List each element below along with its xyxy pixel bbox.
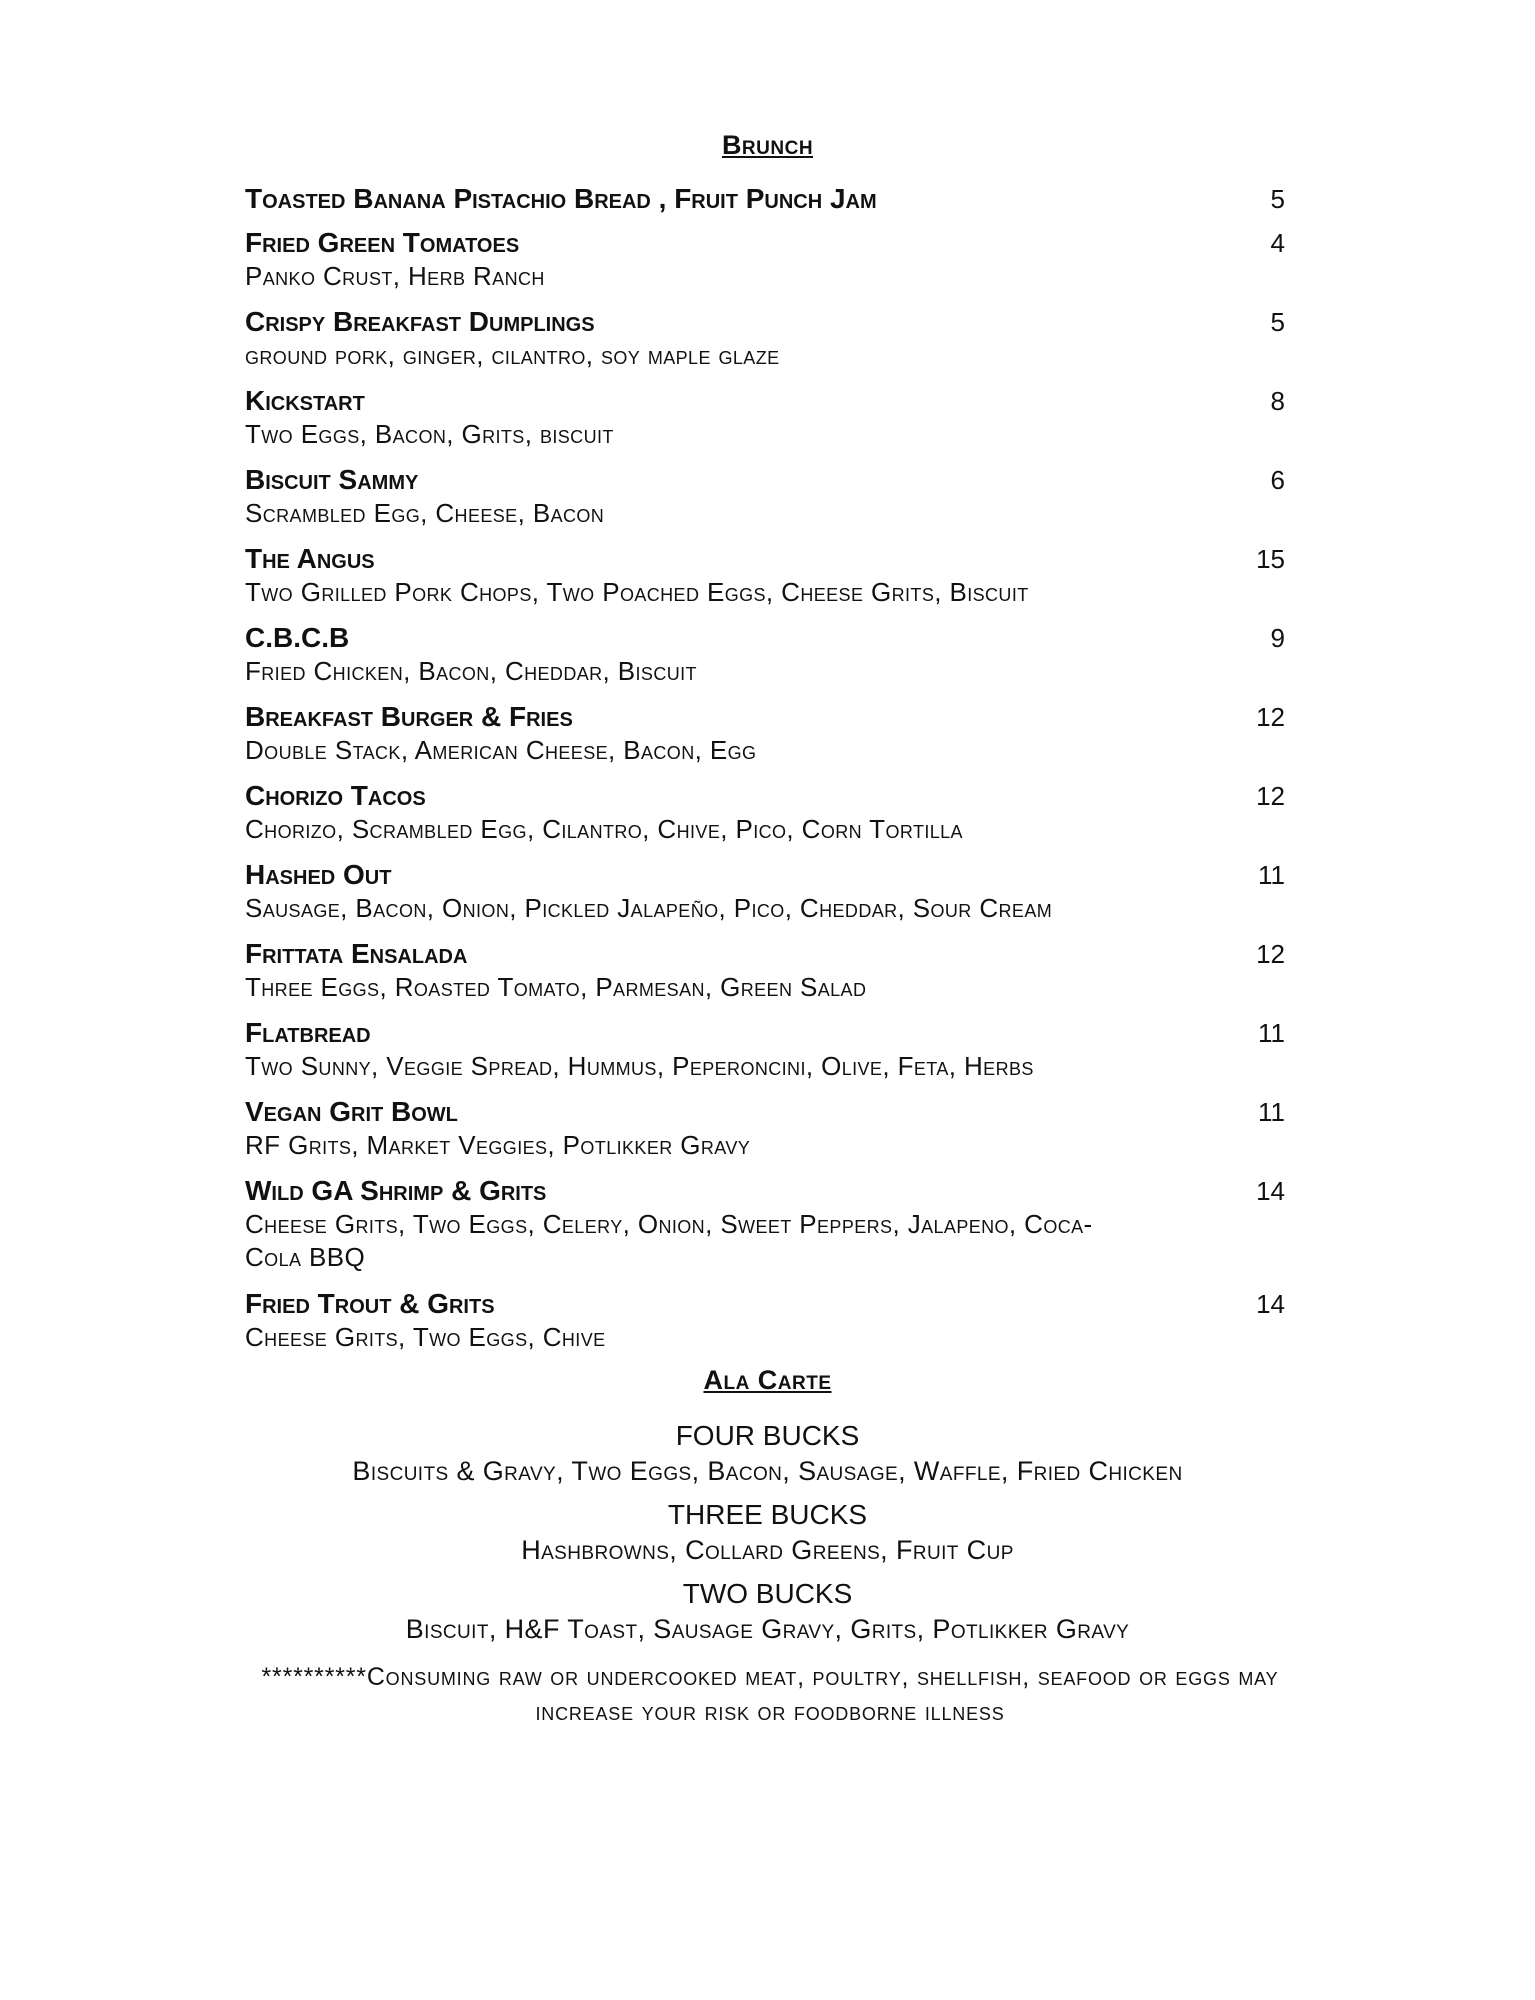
tier-title: THREE BUCKS xyxy=(667,1499,868,1530)
alacarte-heading: Ala Carte xyxy=(703,1365,832,1395)
item-price: 11 xyxy=(1258,1097,1285,1127)
menu-item xyxy=(245,305,1295,384)
item-description: Cheese Grits, Two Eggs, Celery, Onion, Sweet Peppers, Jalapeno, Coca-Cola BBQ xyxy=(245,1209,1093,1272)
menu-item xyxy=(245,1016,1295,1095)
menu-item xyxy=(245,1287,1295,1366)
menu-item xyxy=(245,1174,1295,1287)
item-price: 12 xyxy=(1256,939,1285,969)
item-description: Chorizo, Scrambled Egg, Cilantro, Chive, Pico, Corn Tortilla xyxy=(245,814,963,844)
menu-item xyxy=(245,621,1295,700)
item-name: Fried Trout & Grits xyxy=(245,1288,495,1319)
item-price: 6 xyxy=(1270,465,1285,495)
brunch-heading: Brunch xyxy=(721,130,814,160)
item-name: Frittata Ensalada xyxy=(245,938,468,969)
food-safety-warning: **********Consuming raw or undercooked meat, poultry, shellfish, seafood or eggs may increase your risk or foodborne illness xyxy=(261,1663,1279,1726)
item-price: 12 xyxy=(1256,702,1285,732)
item-name: The Angus xyxy=(245,543,375,574)
menu-item xyxy=(245,182,1295,226)
item-price: 14 xyxy=(1256,1176,1285,1206)
item-description: Scrambled Egg, Cheese, Bacon xyxy=(245,498,605,528)
menu-item xyxy=(245,1095,1295,1174)
menu-item xyxy=(245,463,1295,542)
item-price: 5 xyxy=(1270,307,1285,337)
item-name: Kickstart xyxy=(245,385,365,416)
tier-items: Hashbrowns, Collard Greens, Fruit Cup xyxy=(521,1535,1014,1565)
item-name: Crispy Breakfast Dumplings xyxy=(245,306,595,337)
item-price: 12 xyxy=(1256,781,1285,811)
menu-item xyxy=(245,937,1295,1016)
item-price: 11 xyxy=(1258,860,1285,890)
item-description: Fried Chicken, Bacon, Cheddar, Biscuit xyxy=(245,656,697,686)
item-name: Breakfast Burger & Fries xyxy=(245,701,573,732)
tier-items: Biscuit, H&F Toast, Sausage Gravy, Grits, Potlikker Gravy xyxy=(405,1614,1130,1644)
menu-item xyxy=(245,858,1295,937)
alacarte-section xyxy=(0,1418,1535,1655)
item-price: 15 xyxy=(1256,544,1285,574)
item-price: 5 xyxy=(1270,184,1285,214)
item-name: Fried Green Tomatoes xyxy=(245,227,520,258)
item-name: Flatbread xyxy=(245,1017,371,1048)
item-description: Double Stack, American Cheese, Bacon, Egg xyxy=(245,735,757,765)
item-description: Panko Crust, Herb Ranch xyxy=(245,261,545,291)
item-description: Two Eggs, Bacon, Grits, biscuit xyxy=(245,419,614,449)
tier-title: FOUR BUCKS xyxy=(675,1420,860,1451)
item-price: 9 xyxy=(1270,623,1285,653)
item-name: Biscuit Sammy xyxy=(245,464,419,495)
item-description: Cheese Grits, Two Eggs, Chive xyxy=(245,1322,606,1352)
item-description: Two Grilled Pork Chops, Two Poached Eggs, Cheese Grits, Biscuit xyxy=(245,577,1029,607)
item-description: ground pork, ginger, cilantro, soy maple glaze xyxy=(245,340,780,370)
menu-item xyxy=(245,779,1295,858)
item-price: 8 xyxy=(1270,386,1285,416)
item-name: Wild GA Shrimp & Grits xyxy=(245,1175,547,1206)
item-name: Hashed Out xyxy=(245,859,392,890)
menu-item xyxy=(245,226,1295,305)
item-price: 4 xyxy=(1270,228,1285,258)
item-description: RF Grits, Market Veggies, Potlikker Gravy xyxy=(245,1130,751,1160)
brunch-item-list xyxy=(245,182,1295,1366)
tier-items: Biscuits & Gravy, Two Eggs, Bacon, Sausage, Waffle, Fried Chicken xyxy=(352,1456,1183,1486)
menu-item xyxy=(245,700,1295,779)
item-description: Two Sunny, Veggie Spread, Hummus, Peperoncini, Olive, Feta, Herbs xyxy=(245,1051,1034,1081)
item-name: Chorizo Tacos xyxy=(245,780,426,811)
tier-title: TWO BUCKS xyxy=(682,1578,853,1609)
item-name: Vegan Grit Bowl xyxy=(245,1096,458,1127)
item-name: C.B.C.B xyxy=(245,622,350,653)
item-description: Three Eggs, Roasted Tomato, Parmesan, Green Salad xyxy=(245,972,867,1002)
item-price: 11 xyxy=(1258,1018,1285,1048)
menu-item xyxy=(245,384,1295,463)
item-description: Sausage, Bacon, Onion, Pickled Jalapeño, Pico, Cheddar, Sour Cream xyxy=(245,893,1053,923)
menu-item xyxy=(245,542,1295,621)
item-name: Toasted Banana Pistachio Bread , Fruit Punch Jam xyxy=(245,183,877,214)
item-price: 14 xyxy=(1256,1289,1285,1319)
